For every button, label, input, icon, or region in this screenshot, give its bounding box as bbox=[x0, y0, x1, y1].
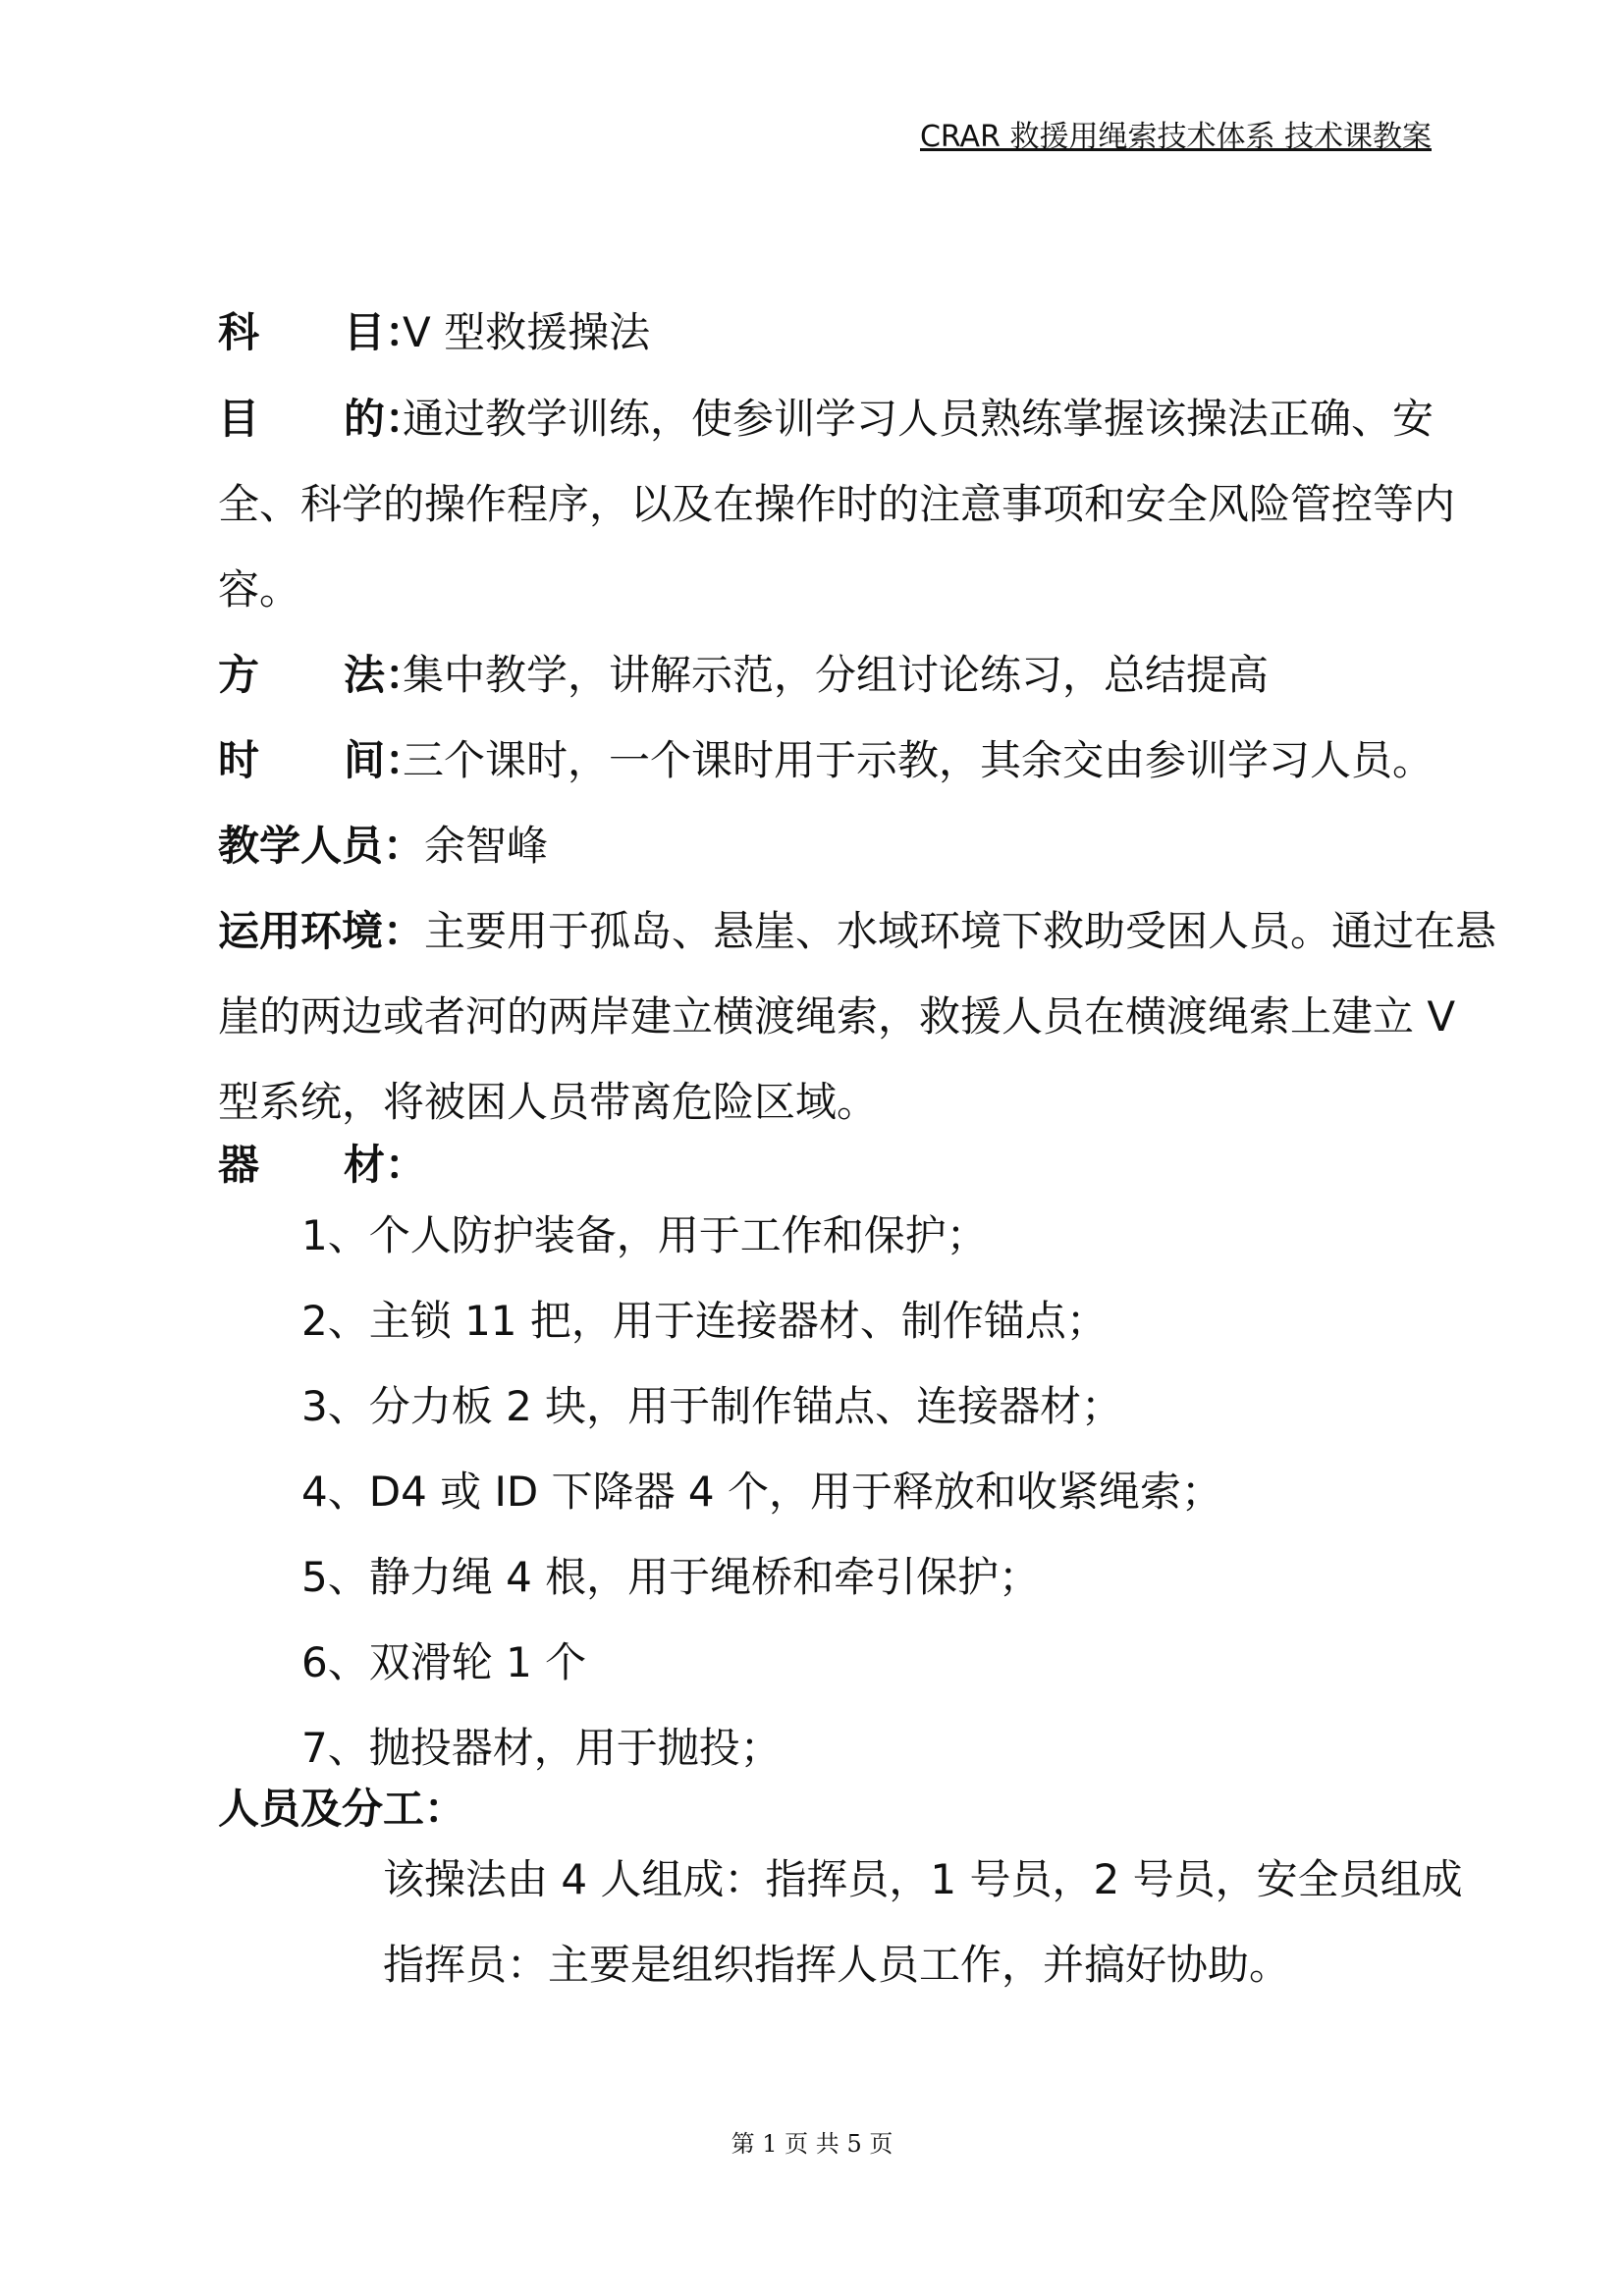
equipment-label-b: 材： bbox=[344, 1141, 427, 1189]
teacher-value: 余智峰 bbox=[424, 822, 549, 870]
equipment-item: 3、分力板 2 块，用于制作锚点、连接器材； bbox=[301, 1382, 1123, 1430]
purpose-line2: 全、科学的操作程序，以及在操作时的注意事项和安全风险管控等内 bbox=[218, 480, 1456, 528]
staff-line2: 指挥员：主要是组织指挥人员工作，并搞好协助。 bbox=[383, 1941, 1291, 1989]
staff-row bbox=[218, 1785, 466, 1833]
teacher-row bbox=[218, 822, 549, 870]
subject-label-b: 目： bbox=[344, 308, 427, 356]
purpose-label-b: 的： bbox=[344, 395, 427, 443]
time-row bbox=[218, 736, 1435, 784]
equipment-label-a: 器 bbox=[218, 1141, 260, 1189]
page-header: CRAR 救援用绳索技术体系 技术课教案 bbox=[919, 120, 1432, 154]
purpose-line1: 通过教学训练，使参训学习人员熟练掌握该操法正确、安 bbox=[403, 395, 1435, 443]
method-label bbox=[218, 651, 427, 699]
subject-row bbox=[218, 308, 651, 356]
equipment-item: 1、个人防护装备，用于工作和保护； bbox=[301, 1211, 988, 1259]
equipment-row bbox=[218, 1141, 427, 1189]
time-label bbox=[218, 736, 427, 784]
environment-line2: 崖的两边或者河的两岸建立横渡绳索，救援人员在横渡绳索上建立 V bbox=[218, 992, 1456, 1041]
purpose-label-a: 目 bbox=[218, 395, 260, 443]
time-label-b: 间： bbox=[344, 736, 427, 784]
environment-label: 运用环境： bbox=[218, 907, 425, 955]
environment-line1: 主要用于孤岛、悬崖、水域环境下救助受困人员。通过在悬 bbox=[424, 907, 1497, 955]
subject-label bbox=[218, 308, 427, 356]
subject-value: V 型救援操法 bbox=[403, 308, 651, 356]
method-label-b: 法： bbox=[344, 651, 427, 699]
equipment-item: 4、D4 或 ID 下降器 4 个，用于释放和收紧绳索； bbox=[301, 1468, 1222, 1516]
environment-row bbox=[218, 907, 1497, 955]
staff-line1: 该操法由 4 人组成：指挥员，1 号员，2 号员，安全员组成 bbox=[383, 1855, 1463, 1903]
time-value: 三个课时，一个课时用于示教，其余交由参训学习人员。 bbox=[403, 736, 1435, 784]
equipment-item: 7、抛投器材，用于抛投； bbox=[301, 1724, 782, 1772]
page-footer: 第 1 页 共 5 页 bbox=[731, 2130, 893, 2158]
equipment-item: 5、静力绳 4 根，用于绳桥和牵引保护； bbox=[301, 1553, 1041, 1601]
environment-line3: 型系统，将被困人员带离危险区域。 bbox=[218, 1078, 879, 1126]
equipment-label bbox=[218, 1141, 427, 1189]
teacher-label: 教学人员： bbox=[218, 822, 425, 870]
time-label-a: 时 bbox=[218, 736, 260, 784]
method-row bbox=[218, 651, 1270, 699]
equipment-item: 6、双滑轮 1 个 bbox=[301, 1638, 587, 1686]
purpose-line3: 容。 bbox=[218, 565, 301, 614]
method-value: 集中教学，讲解示范，分组讨论练习，总结提高 bbox=[403, 651, 1270, 699]
purpose-label bbox=[218, 395, 427, 443]
subject-label-a: 科 bbox=[218, 308, 260, 356]
purpose-row bbox=[218, 395, 1435, 443]
equipment-item: 2、主锁 11 把，用于连接器材、制作锚点； bbox=[301, 1297, 1108, 1345]
staff-label: 人员及分工： bbox=[218, 1785, 466, 1833]
method-label-a: 方 bbox=[218, 651, 260, 699]
